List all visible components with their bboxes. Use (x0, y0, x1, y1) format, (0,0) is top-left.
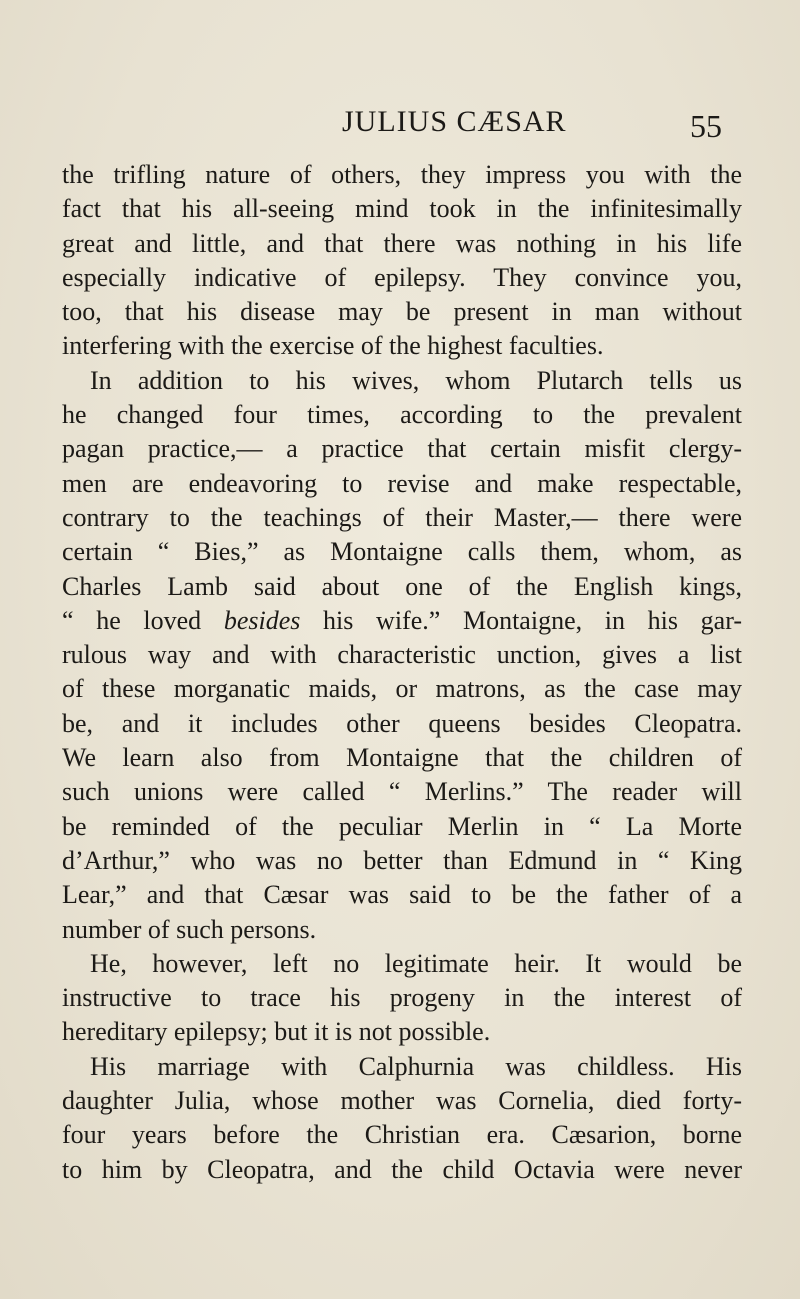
text-line: fact that his all-seeing mind took in the infinitesimally (62, 194, 742, 224)
text-line: d’Arthur,” who was no better than Edmund in “ King (62, 845, 742, 875)
text-line: Lear,” and that Cæsar was said to be the father of a (62, 880, 742, 910)
text-line: He, however, left no legitimate heir. It would be (90, 948, 742, 978)
text-line: such unions were called “ Merlins.” The reader will (62, 777, 742, 807)
text-line: of these morganatic maids, or matrons, as the case may (62, 674, 742, 704)
text-line: We learn also from Montaigne that the children of (62, 743, 742, 773)
text-line: daughter Julia, whose mother was Cornelia, died forty- (62, 1086, 742, 1116)
text-line: be reminded of the peculiar Merlin in “ La Morte (62, 811, 742, 841)
text-line: hereditary epilepsy; but it is not possible. (62, 1017, 491, 1047)
italic-emphasis: besides (223, 605, 301, 635)
running-title: JULIUS CÆSAR (342, 105, 567, 138)
text-line: especially indicative of epilepsy. They convince you, (62, 262, 742, 292)
page-number: 55 (690, 108, 722, 144)
text-line: contrary to the teachings of their Master,— there were (62, 502, 742, 532)
text-line: pagan practice,— a practice that certain misfit clergy- (62, 434, 742, 464)
text-line: number of such persons. (62, 914, 317, 944)
text-line: men are endeavoring to revise and make respectable, (62, 468, 742, 498)
text-line: His marriage with Calphurnia was childless. His (90, 1051, 742, 1081)
text-line: instructive to trace his progeny in the interest of (62, 983, 742, 1013)
body-text (62, 158, 742, 1187)
text-segment: “ he loved (62, 605, 224, 635)
text-line: Charles Lamb said about one of the English kings, (62, 571, 742, 601)
text-line: In addition to his wives, whom Plutarch tells us (90, 365, 742, 395)
text-segment: his wife.” Montaigne, in his gar- (300, 605, 742, 635)
text-line: certain “ Bies,” as Montaigne calls them, whom, as (62, 537, 742, 567)
text-line-with-italic (62, 604, 742, 638)
text-line: too, that his disease may be present in man without (62, 297, 742, 327)
text-line: to him by Cleopatra, and the child Octavia were never (62, 1154, 742, 1184)
text-line: be, and it includes other queens besides Cleopatra. (62, 708, 742, 738)
text-line: four years before the Christian era. Cæsarion, borne (62, 1120, 742, 1150)
text-line: rulous way and with characteristic unction, gives a list (62, 640, 742, 670)
running-head (0, 104, 800, 148)
text-line: interfering with the exercise of the highest faculties. (62, 331, 604, 361)
text-line: he changed four times, according to the prevalent (62, 400, 742, 430)
text-line: the trifling nature of others, they impress you with the (62, 160, 742, 189)
text-line: great and little, and that there was nothing in his life (62, 228, 742, 258)
